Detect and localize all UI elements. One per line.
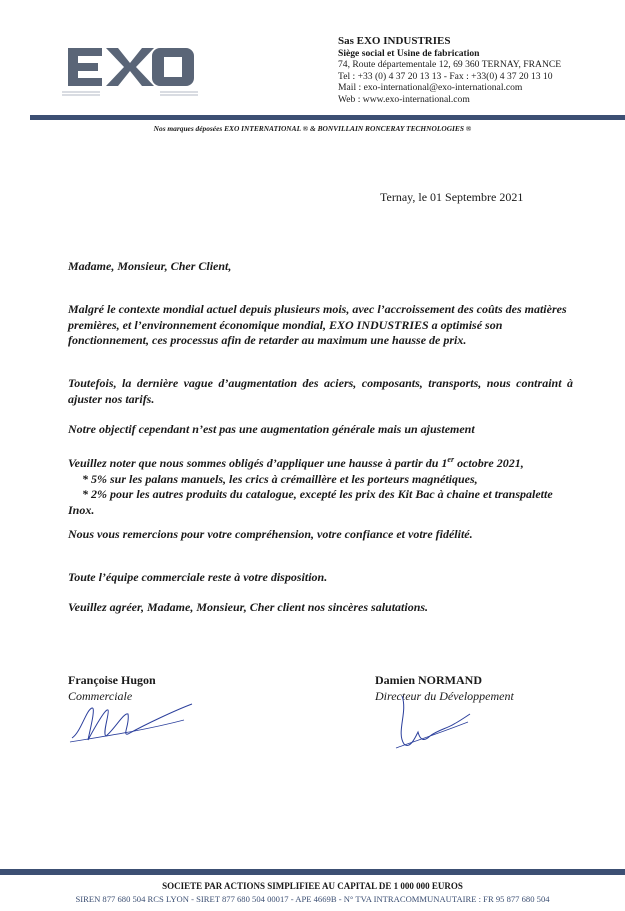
paragraph-context: Malgré le contexte mondial actuel depuis plusieurs mois, avec l’accroissement des coûts des matières premières, et l’environnement économique mondial, EXO INDUSTRIES a optimisé son fonctionnement, ces processus afin de retarder au maximum une hausse de prix.	[68, 302, 567, 348]
signature-normand	[388, 692, 478, 754]
signature-hugon	[66, 690, 196, 745]
paragraph-increase: Toutefois, la dernière vague d’augmentation des aciers, composants, transports, nous contraint à ajuster nos tarifs.	[68, 376, 573, 406]
brands-line: Nos marques déposées EXO INTERNATIONAL ® & BONVILLAIN RONCERAY TECHNOLOGIES ®	[153, 124, 472, 133]
closing: Veuillez agréer, Madame, Monsieur, Cher client nos sincères salutations.	[68, 600, 429, 614]
bullet-5-percent: * 5% sur les palans manuels, les crics à crémaillère et les porteurs magnétiques,	[82, 471, 478, 486]
header-divider	[30, 115, 625, 120]
bullet-2-percent: * 2% pour les autres produits du catalogue, excepté les prix des Kit Bac à chaine et transpalette Inox.	[68, 487, 553, 517]
company-info	[338, 36, 561, 106]
paragraph-objective: Notre objectif cependant n’est pas une augmentation générale mais un ajustement	[68, 422, 475, 436]
signer-name: Damien NORMAND	[375, 673, 482, 687]
exo-logo	[60, 40, 200, 100]
footer-registration: SIREN 877 680 504 RCS LYON - SIRET 877 680 504 00017 - APE 4669B - N° TVA INTRACOMMUNAUTAIRE : FR 95 877 680 504	[75, 894, 550, 904]
company-subtitle: Siège social et Usine de fabrication	[338, 47, 480, 59]
company-name: Sas EXO INDUSTRIES	[338, 35, 451, 47]
company-web: Web : www.exo-international.com	[338, 93, 470, 105]
footer-divider	[0, 869, 625, 875]
salutation: Madame, Monsieur, Cher Client,	[68, 259, 232, 273]
signer-name: Françoise Hugon	[68, 673, 156, 687]
company-mail: Mail : exo-international@exo-international.com	[338, 82, 523, 94]
signer-role: Commerciale	[68, 689, 133, 703]
signer-role: Directeur du Développement	[375, 689, 514, 703]
footer-legal-form: SOCIETE PAR ACTIONS SIMPLIFIEE AU CAPITAL DE 1 000 000 EUROS	[162, 881, 463, 891]
company-phone: Tel : +33 (0) 4 37 20 13 13 - Fax : +33(0) 4 37 20 13 10	[338, 70, 553, 82]
letter-date: Ternay, le 01 Septembre 2021	[380, 190, 524, 204]
notice-intro: Veuillez noter que nous sommes obligés d’appliquer une hausse à partir du 1er octobre 2021,	[68, 455, 524, 470]
paragraph-thanks: Nous vous remercions pour votre compréhension, votre confiance et votre fidélité.	[68, 527, 473, 541]
paragraph-notice	[68, 452, 573, 518]
paragraph-availability: Toute l’équipe commerciale reste à votre disposition.	[68, 570, 328, 584]
company-address: 74, Route départementale 12, 69 360 TERNAY, FRANCE	[338, 59, 562, 71]
